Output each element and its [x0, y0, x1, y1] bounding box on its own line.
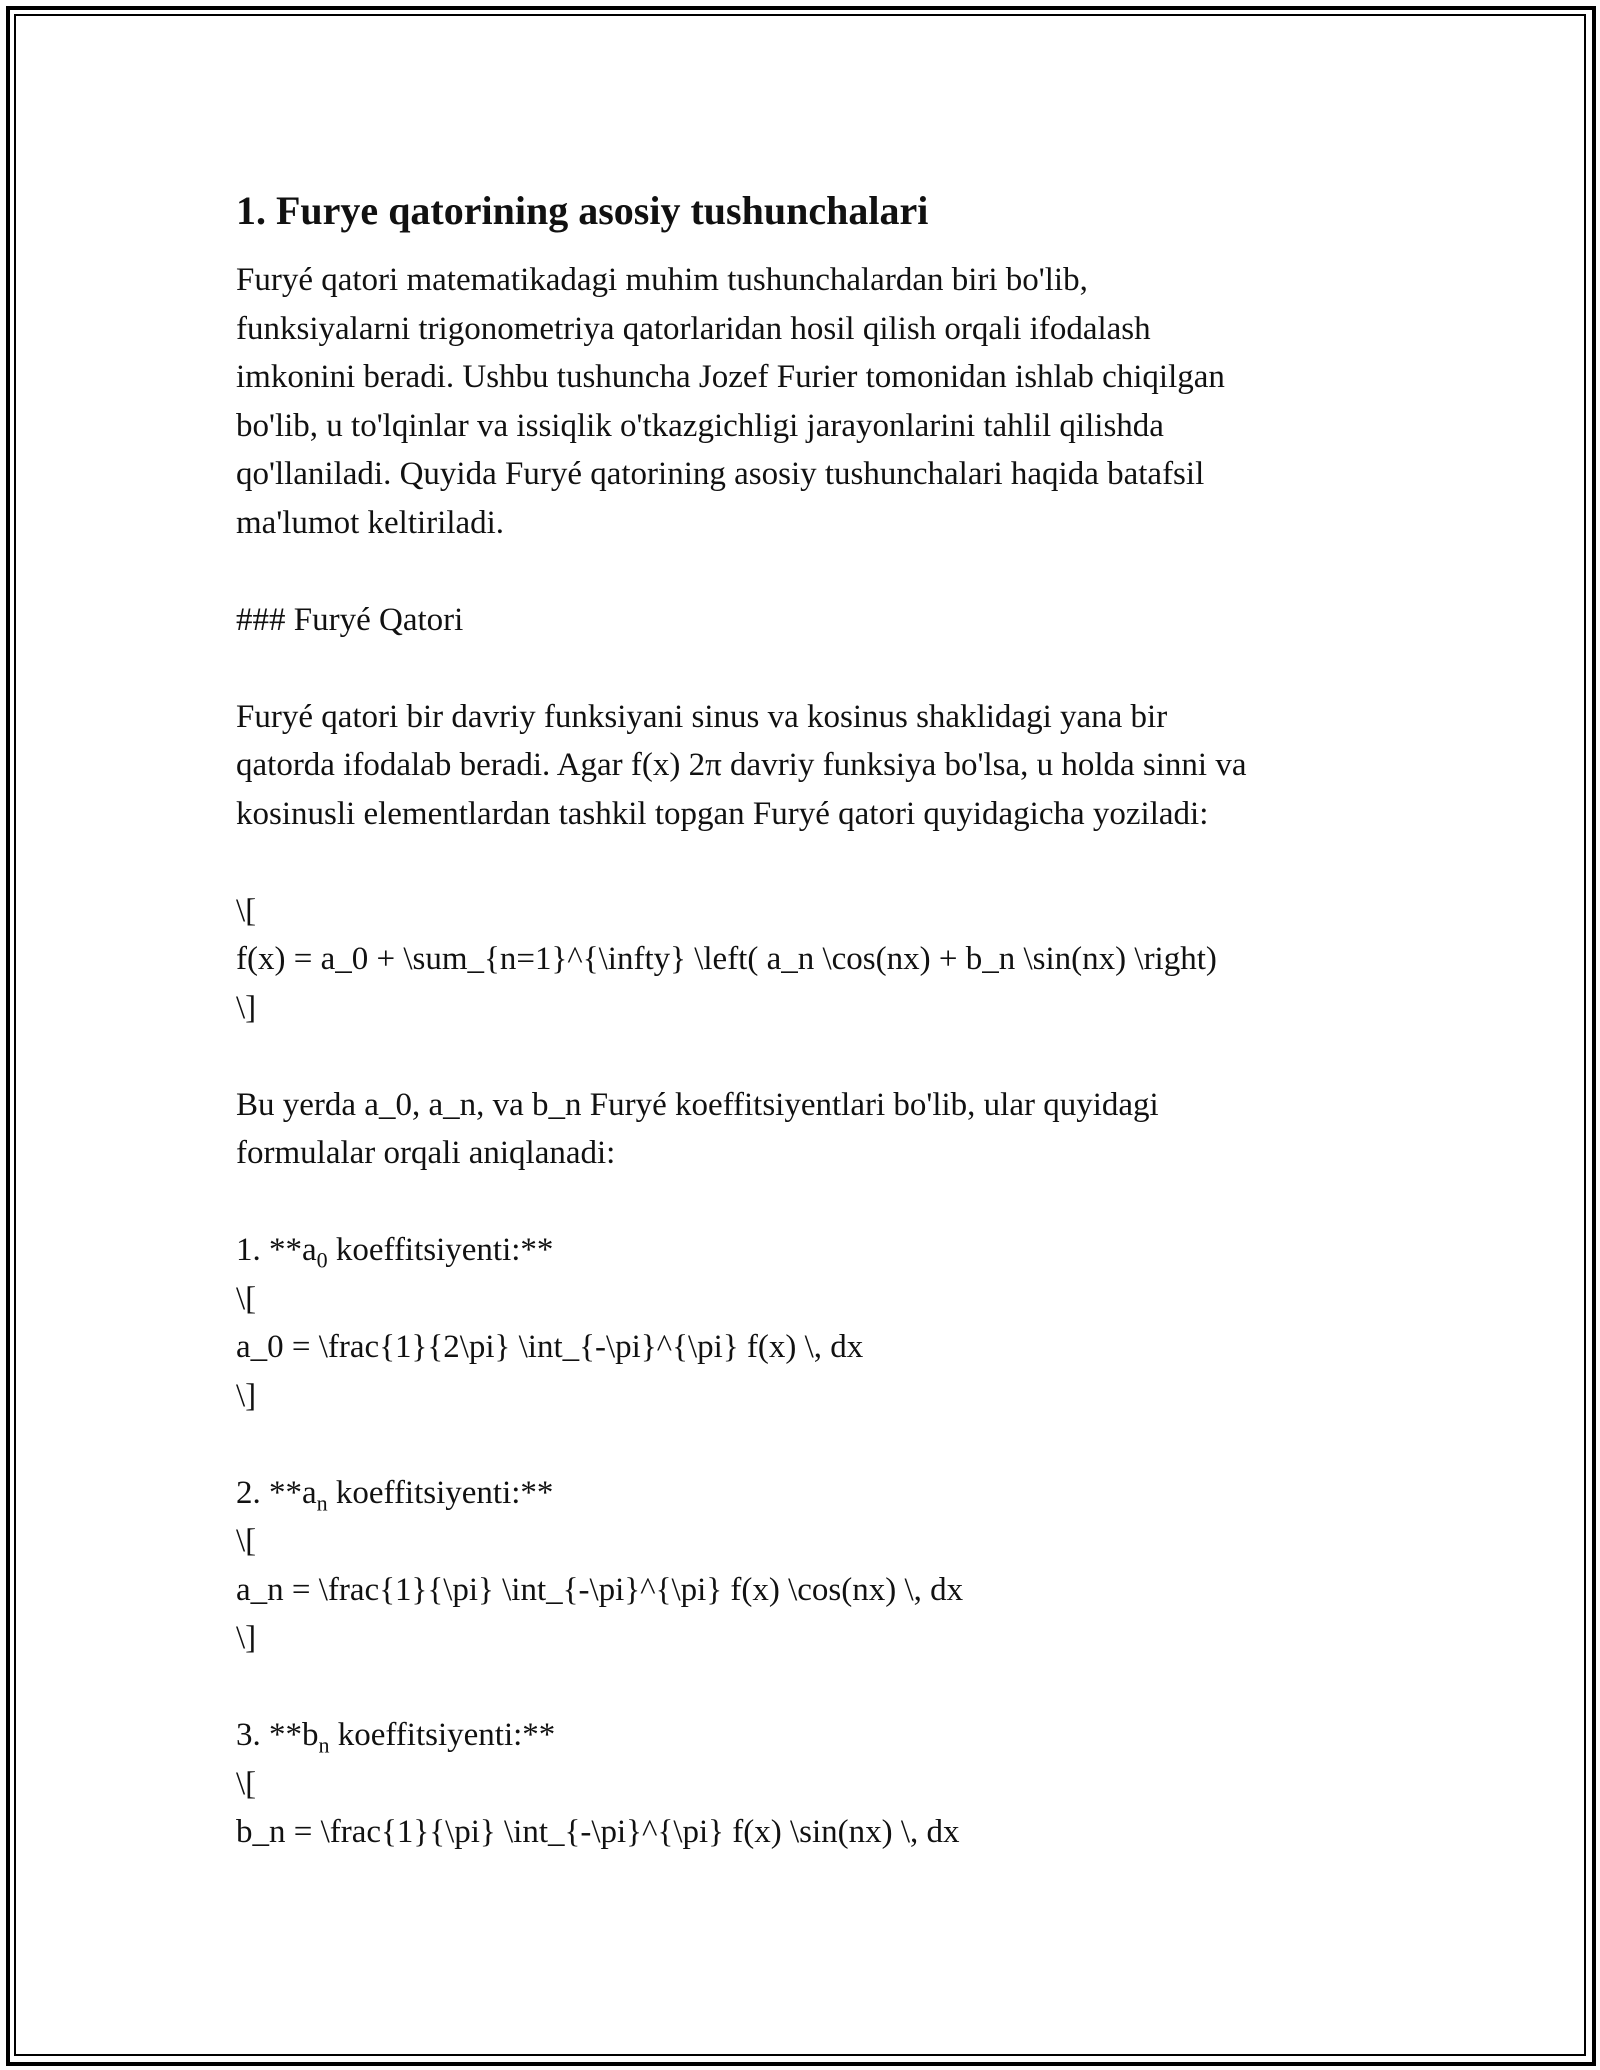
formula-open: \[: [236, 1523, 257, 1559]
section-heading: 1. Furye qatorining asosiy tushunchalari: [236, 188, 929, 233]
formula-close: \]: [236, 1377, 257, 1414]
spacer: [236, 1420, 1376, 1469]
subheading: ### Furyé Qatori: [236, 601, 464, 638]
item-suffix: koeffitsiyenti:**: [327, 1474, 554, 1511]
spacer: [236, 1178, 1376, 1227]
spacer: [236, 838, 1376, 887]
spacer: [236, 644, 1376, 693]
formula-open: \[: [236, 1280, 257, 1317]
item-prefix: 1. **a: [236, 1232, 317, 1268]
spacer: [236, 1032, 1376, 1081]
document-body: [236, 186, 1376, 1857]
coefficients-paragraph: Bu yerda a_0, a_n, va b_n Furyé koeffitsiyentlari bo'lib, ular quyidagi formulalar orqali aniqlanadi:: [236, 1086, 1159, 1171]
formula-close: \]: [236, 989, 257, 1026]
series-paragraph: Furyé qatori bir davriy funksiyani sinus va kosinus shaklidagi yana bir qatorda ifodalab beradi. Agar f(x) 2π davriy funksiya bo'lsa, u holda sinni va kosinusli elementlardan tashkil topgan Furyé qatori quyidagicha yoziladi:: [236, 698, 1247, 832]
item-subscript: 0: [316, 1247, 328, 1273]
main-formula: f(x) = a_0 + \sum_{n=1}^{\infty} \left( a_n \cos(nx) + b_n \sin(nx) \right): [236, 941, 1217, 977]
item-subscript: n: [318, 1732, 330, 1758]
item-suffix: koeffitsiyenti:**: [329, 1717, 556, 1753]
coefficient-formula: b_n = \frac{1}{\pi} \int_{-\pi}^{\pi} f(x) \sin(nx) \, dx: [236, 1814, 960, 1850]
formula-open: \[: [236, 1765, 257, 1802]
coefficient-formula: a_n = \frac{1}{\pi} \int_{-\pi}^{\pi} f(x) \cos(nx) \, dx: [236, 1571, 964, 1608]
spacer: [236, 547, 1376, 596]
formula-open: \[: [236, 892, 257, 929]
item-prefix: 2. **a: [236, 1474, 317, 1511]
coefficient-item-title: [236, 1226, 1376, 1275]
item-suffix: koeffitsiyenti:**: [327, 1232, 554, 1268]
item-prefix: 3. **b: [236, 1717, 319, 1753]
item-subscript: n: [316, 1490, 328, 1516]
formula-close: \]: [236, 1620, 257, 1656]
coefficient-item-title: [236, 1469, 1376, 1518]
coefficient-item-title: [236, 1711, 1376, 1760]
intro-paragraph: Furyé qatori matematikadagi muhim tushunchalardan biri bo'lib, funksiyalarni trigonometriya qatorlaridan hosil qilish orqali ifodalash imkonini beradi. Ushbu tushuncha Jozef Furier tomonidan ishlab chiqilgan bo'lib, u to'lqinlar va issiqlik o'tkazgichligi jarayonlarini tahlil qilishda qo'llaniladi. Quyida Furyé qatorining asosiy tushunchalari haqida batafsil ma'lumot keltiriladi.: [236, 262, 1225, 541]
spacer: [236, 1663, 1376, 1712]
coefficient-formula: a_0 = \frac{1}{2\pi} \int_{-\pi}^{\pi} f(x) \, dx: [236, 1329, 864, 1365]
